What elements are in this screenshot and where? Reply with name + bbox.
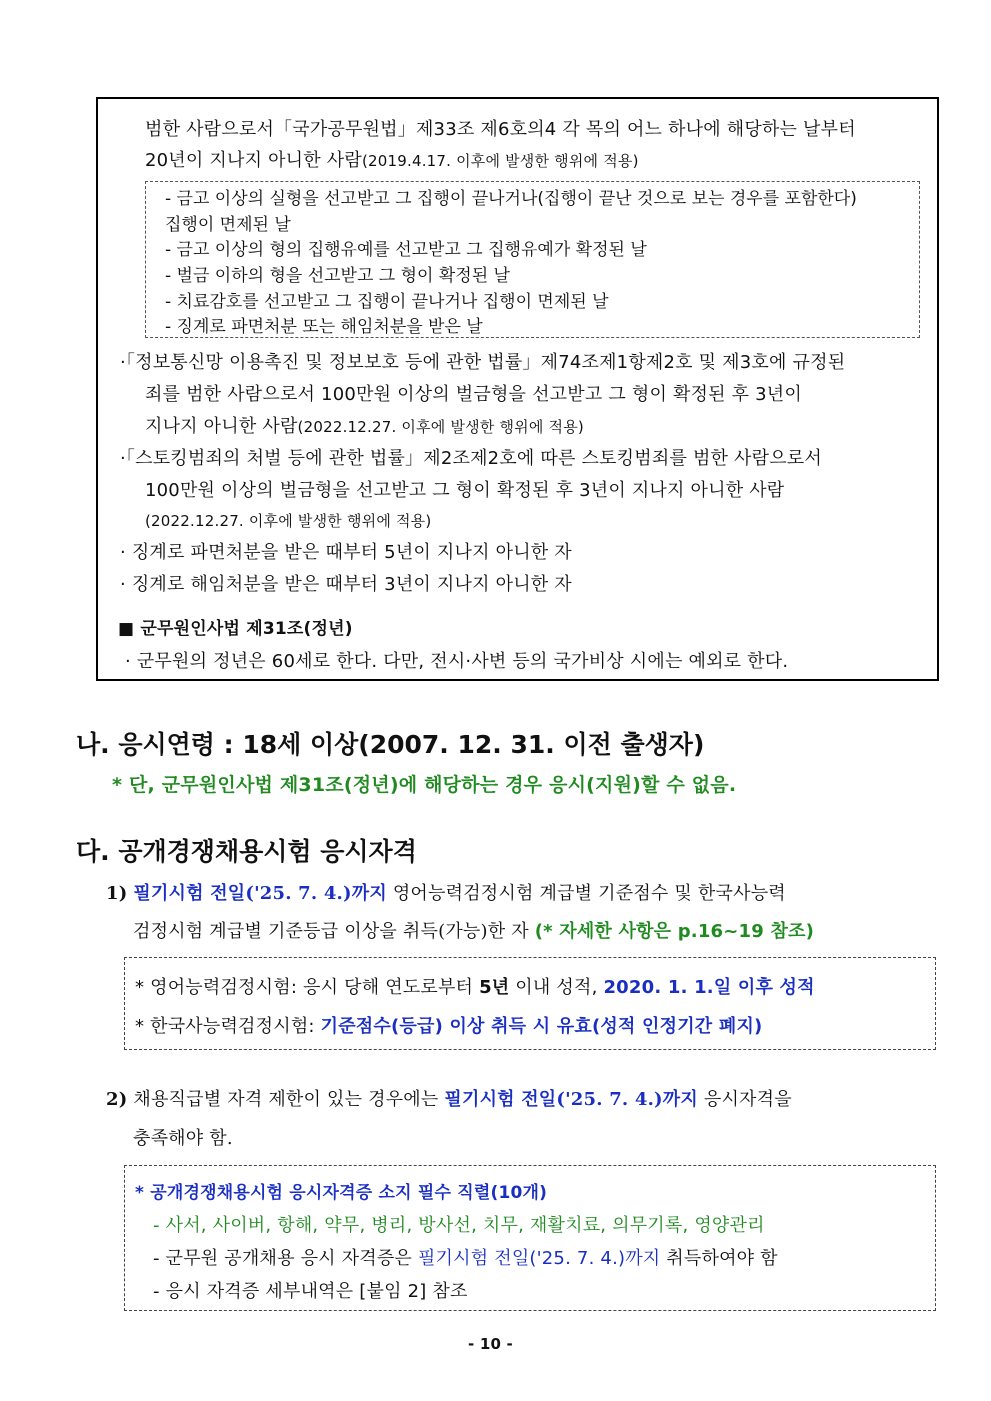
license-box-title: * 공개경쟁채용시험 응시자격증 소지 필수 직렬(10개) [135, 1183, 548, 1203]
bullet-4: · 징계로 해임처분을 받은 때부터 3년이 지나지 아니한 자 [120, 574, 572, 595]
bullet-2-line-1: ·「스토킹범죄의 처벌 등에 관한 법률」제2조제2호에 따른 스토킹범죄를 범한 사람으로서 [120, 448, 822, 469]
license-reference-line: - 응시 자격증 세부내역은 [붙임 2] 참조 [153, 1281, 468, 1302]
page-number: - 10 - [468, 1335, 513, 1353]
inner-item-5: - 징계로 파면처분 또는 해임처분을 받은 날 [165, 317, 483, 337]
inner-item-2: - 금고 이상의 형의 집행유예를 선고받고 그 집행유예가 확정된 날 [165, 240, 647, 260]
item-1-line-1: 1) 필기시험 전일('25. 7. 4.)까지 영어능력검정시험 계급별 기준점수 및 한국사능력 [106, 883, 786, 904]
item-2-line-1: 2) 채용직급별 자격 제한이 있는 경우에는 필기시험 전일('25. 7. 4.)까지 응시자격을 [106, 1089, 792, 1110]
law-heading: ■ 군무원인사법 제31조(정년) [118, 619, 353, 639]
law-text: · 군무원의 정년은 60세로 한다. 다만, 전시·사변 등의 국가비상 시에는 예외로 한다. [125, 651, 789, 672]
bullet-1-line-3: 지나지 아니한 사람(2022.12.27. 이후에 발생한 행위에 적용) [145, 416, 584, 437]
item-1-line-2: 검정시험 계급별 기준등급 이상을 취득(가능)한 자 (* 자세한 사항은 p.16~19 참조) [133, 921, 815, 942]
inner-item-1: - 금고 이상의 실형을 선고받고 그 집행이 끝나거나(집행이 끝난 것으로 보는 경우를 포함한다) [165, 189, 857, 209]
bullet-2-line-2: 100만원 이상의 벌금형을 선고받고 그 형이 확정된 후 3년이 지나지 아니한 사람 [145, 480, 785, 501]
inner-item-3: - 벌금 이하의 형을 선고받고 그 형이 확정된 날 [165, 266, 510, 286]
bullet-3: · 징계로 파면처분을 받은 때부터 5년이 지나지 아니한 자 [120, 542, 572, 563]
box-line-1: 범한 사람으로서「국가공무원법」제33조 제6호의4 각 목의 어느 하나에 해당하는 날부터 [145, 119, 856, 140]
korean-history-test-line: * 한국사능력검정시험: 기준점수(등급) 이상 취득 시 유효(성적 인정기간 폐지) [135, 1016, 763, 1037]
section-na-title: 나. 응시연령 : 18세 이상(2007. 12. 31. 이전 출생자) [76, 730, 705, 759]
section-da-title: 다. 공개경쟁채용시험 응시자격 [76, 837, 417, 866]
item-2-line-2: 충족해야 함. [133, 1128, 233, 1149]
bullet-1-line-2: 죄를 범한 사람으로서 100만원 이상의 벌금형을 선고받고 그 형이 확정된 후 3년이 [145, 384, 802, 405]
bullet-1-line-1: ·「정보통신망 이용촉진 및 정보보호 등에 관한 법률」제74조제1항제2호 및 제3호에 규정된 [120, 352, 846, 373]
inner-item-1-cont: 집행이 면제된 날 [165, 215, 291, 235]
license-deadline-line: - 군무원 공개채용 응시 자격증은 필기시험 전일('25. 7. 4.)까지 취득하여야 함 [153, 1248, 778, 1269]
box-line-2: 20년이 지나지 아니한 사람(2019.4.17. 이후에 발생한 행위에 적용) [145, 150, 639, 171]
inner-item-4: - 치료감호를 선고받고 그 집행이 끝나거나 집행이 면제된 날 [165, 292, 609, 312]
english-test-line: * 영어능력검정시험: 응시 당해 연도로부터 5년 이내 성적, 2020. 1. 1.일 이후 성적 [135, 977, 815, 998]
license-job-list: - 사서, 사이버, 항해, 약무, 병리, 방사선, 치무, 재활치료, 의무기록, 영양관리 [153, 1215, 765, 1236]
section-na-note: * 단, 군무원인사법 제31조(정년)에 해당하는 경우 응시(지원)할 수 없음. [112, 774, 737, 796]
bullet-2-line-3: (2022.12.27. 이후에 발생한 행위에 적용) [145, 512, 432, 530]
